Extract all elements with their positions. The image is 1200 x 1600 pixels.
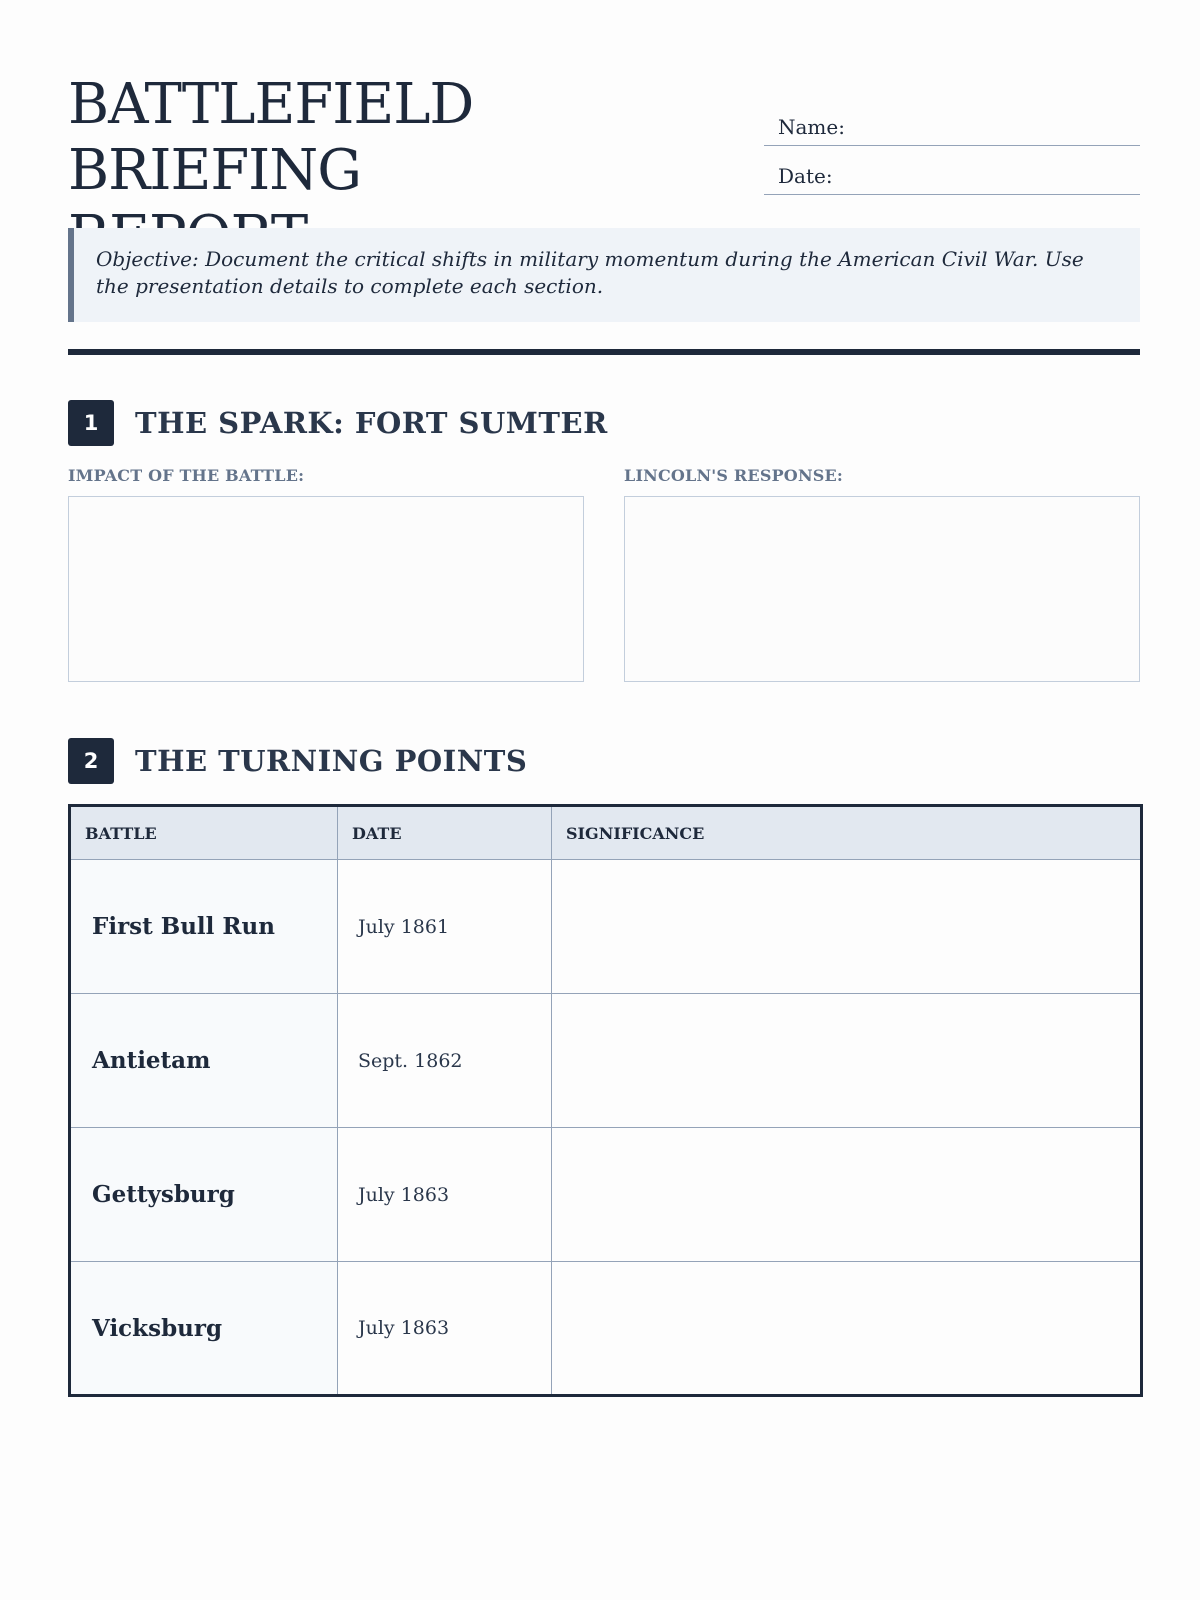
date-field[interactable]	[764, 146, 1140, 195]
significance-answer-cell[interactable]	[552, 1128, 1142, 1262]
section-1-number-badge: 1	[68, 400, 114, 446]
section-2-number-badge: 2	[68, 738, 114, 784]
table-header-row	[70, 806, 1142, 860]
column-header-date: DATE	[338, 806, 552, 860]
name-field[interactable]	[764, 110, 1140, 146]
impact-label: IMPACT OF THE BATTLE:	[68, 466, 305, 485]
significance-answer-cell[interactable]	[552, 1262, 1142, 1396]
table-row	[70, 1262, 1142, 1396]
significance-answer-cell[interactable]	[552, 994, 1142, 1128]
header	[68, 72, 1140, 212]
lincoln-response-label: LINCOLN'S RESPONSE:	[624, 466, 844, 485]
section-1-title: THE SPARK: FORT SUMTER	[135, 406, 608, 440]
battle-date: July 1863	[338, 1262, 552, 1396]
battle-name: Antietam	[70, 994, 338, 1128]
name-label: Name:	[778, 115, 845, 139]
student-info-fields	[764, 110, 1140, 195]
column-header-significance: SIGNIFICANCE	[552, 806, 1142, 860]
title-line-1: BATTLEFIELD BRIEFING	[68, 72, 474, 203]
turning-points-table	[68, 804, 1143, 1397]
impact-answer-box[interactable]	[68, 496, 584, 682]
section-divider	[68, 349, 1140, 355]
table-row	[70, 994, 1142, 1128]
table-row	[70, 860, 1142, 994]
date-label: Date:	[778, 164, 833, 188]
table-row	[70, 1128, 1142, 1262]
section-2-title: THE TURNING POINTS	[135, 744, 528, 778]
battle-name: Gettysburg	[70, 1128, 338, 1262]
section-2-header	[68, 738, 527, 784]
battle-name: First Bull Run	[70, 860, 338, 994]
battle-date: July 1863	[338, 1128, 552, 1262]
column-header-battle: BATTLE	[70, 806, 338, 860]
lincoln-response-answer-box[interactable]	[624, 496, 1140, 682]
section-1-header	[68, 400, 608, 446]
objective-callout: Objective: Document the critical shifts in military momentum during the American Civil War. Use the presentation details to complete each section.	[68, 228, 1140, 322]
battle-date: July 1861	[338, 860, 552, 994]
significance-answer-cell[interactable]	[552, 860, 1142, 994]
battle-date: Sept. 1862	[338, 994, 552, 1128]
battle-name: Vicksburg	[70, 1262, 338, 1396]
